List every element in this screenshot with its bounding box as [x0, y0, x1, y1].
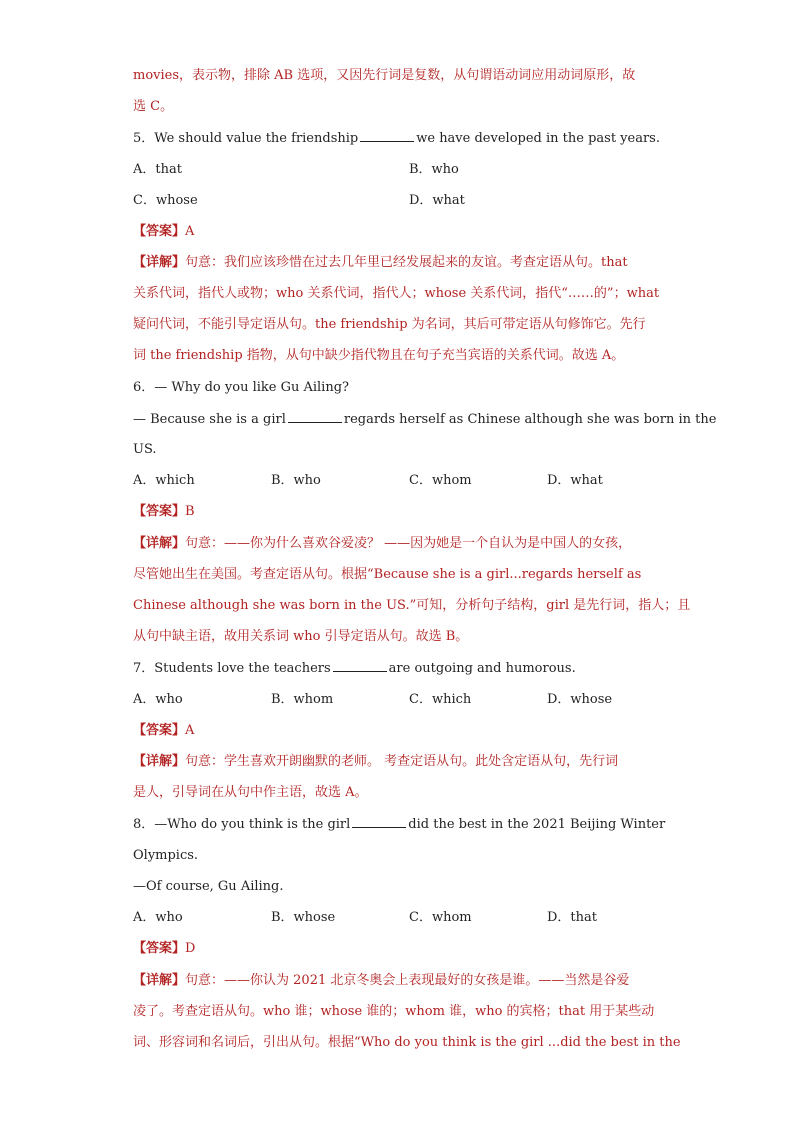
stem-text: 5．We should value the friendship — [133, 131, 359, 146]
answer-blank — [288, 410, 342, 423]
prev-explanation-line: movies，表示物，排除 AB 选项，又因先行词是复数，从句谓语动词应用动词原形，故 — [133, 68, 636, 83]
option-a: A．who — [133, 692, 183, 707]
option-d: D．whose — [547, 692, 613, 707]
detail-line — [133, 972, 629, 990]
detail-text: 句意：学生喜欢开朗幽默的老师。 考查定语从句。此处含定语从句，先行词 — [185, 754, 619, 769]
detail-line: 关系代词，指代人或物；who 关系代词，指代人；whose 关系代词，指代“……的”；what — [133, 286, 660, 301]
answer-line — [133, 940, 195, 958]
option-b: B．who — [409, 162, 459, 177]
detail-line — [133, 535, 631, 553]
option-c: C．whose — [133, 193, 198, 208]
option-c: C．which — [409, 692, 472, 707]
stem-text: 7．Students love the teachers — [133, 661, 331, 676]
question-6-stem — [133, 410, 716, 429]
detail-text: 句意：——你为什么喜欢谷爱凌？ ——因为她是一个自认为是中国人的女孩， — [185, 536, 632, 551]
option-b: B．whose — [271, 910, 336, 925]
stem-text: 8．—Who do you think is the girl — [133, 817, 351, 832]
stem-text: did the best in the 2021 Beijing Winter — [408, 817, 666, 832]
detail-line: 凌了。考查定语从句。who 谁；whose 谁的；whom 谁，who 的宾格；that 用于某些动 — [133, 1004, 655, 1019]
detail-tag: 【详解】 — [133, 255, 186, 270]
option-a: A．who — [133, 910, 183, 925]
question-8-stem: Olympics. — [133, 848, 199, 863]
answer-value: A — [185, 723, 195, 738]
detail-tag: 【详解】 — [133, 536, 186, 551]
stem-text: we have developed in the past years. — [416, 131, 660, 146]
detail-tag: 【详解】 — [133, 754, 186, 769]
detail-tag: 【详解】 — [133, 973, 186, 988]
detail-line: 词、形容词和名词后，引出从句。根据“Who do you think is the girl ...did the best in the — [133, 1035, 681, 1050]
detail-line: 从句中缺主语，故用关系词 who 引导定语从句。故选 B。 — [133, 629, 469, 644]
answer-line — [133, 722, 194, 740]
option-a: A．that — [133, 162, 182, 177]
detail-line: Chinese although she was born in the US.”可知，分析句子结构，girl 是先行词，指人；且 — [133, 598, 691, 613]
question-5-stem — [133, 129, 660, 148]
answer-blank — [360, 129, 414, 142]
answer-blank — [333, 659, 387, 672]
detail-text: 句意：——你认为 2021 北京冬奥会上表现最好的女孩是谁。——当然是谷爱 — [185, 973, 630, 988]
question-6-stem: US. — [133, 442, 157, 457]
answer-blank — [352, 815, 406, 828]
answer-value: A — [185, 224, 195, 239]
answer-tag: 【答案】 — [133, 504, 186, 519]
option-d: D．what — [547, 473, 603, 488]
option-b: B．whom — [271, 692, 334, 707]
detail-line — [133, 753, 618, 771]
question-8-stem: —Of course, Gu Ailing. — [133, 879, 284, 894]
detail-line: 词 the friendship 指物，从句中缺少指代物且在句子充当宾语的关系代词。故选 A。 — [133, 348, 625, 363]
answer-line — [133, 223, 194, 241]
prev-explanation-line: 选 C。 — [133, 99, 174, 114]
option-b: B．who — [271, 473, 321, 488]
answer-value: D — [185, 941, 196, 956]
stem-text: regards herself as Chinese although she was born in the — [343, 412, 717, 427]
option-d: D．what — [409, 193, 465, 208]
stem-text: are outgoing and humorous. — [388, 661, 576, 676]
option-d: D．that — [547, 910, 597, 925]
detail-text: 句意：我们应该珍惜在过去几年里已经发展起来的友谊。考查定语从句。that — [185, 255, 628, 270]
option-c: C．whom — [409, 910, 472, 925]
option-a: A．which — [133, 473, 195, 488]
question-7-stem — [133, 659, 576, 678]
answer-value: B — [185, 504, 195, 519]
question-6-stem: 6．— Why do you like Gu Ailing? — [133, 380, 350, 395]
question-8-stem — [133, 815, 665, 834]
answer-tag: 【答案】 — [133, 723, 186, 738]
detail-line — [133, 254, 628, 272]
answer-tag: 【答案】 — [133, 224, 186, 239]
detail-line: 尽管她出生在美国。考查定语从句。根据“Because she is a girl...regards herself as — [133, 567, 642, 582]
answer-tag: 【答案】 — [133, 941, 186, 956]
answer-line — [133, 503, 195, 521]
detail-line: 疑问代词，不能引导定语从句。the friendship 为名词，其后可带定语从句修饰它。先行 — [133, 317, 646, 332]
detail-line: 是人，引导词在从句中作主语，故选 A。 — [133, 785, 368, 800]
option-c: C．whom — [409, 473, 472, 488]
stem-text: — Because she is a girl — [133, 412, 286, 427]
